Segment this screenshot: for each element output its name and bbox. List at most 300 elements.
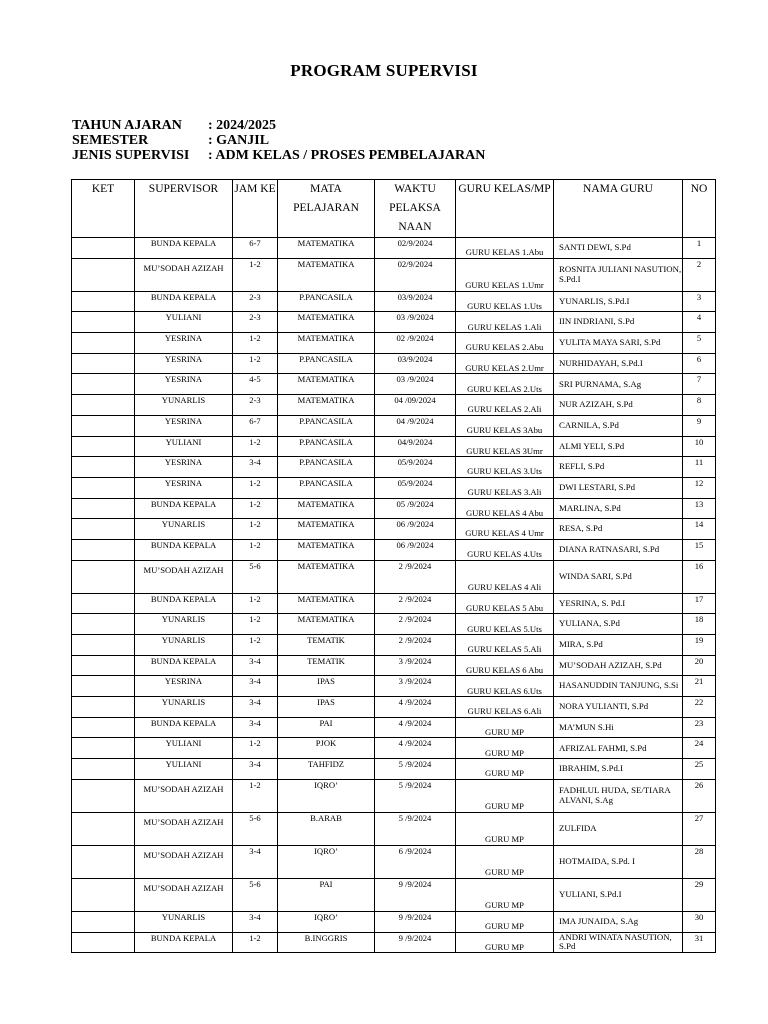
cell-guru-kelas: GURU KELAS 3.Uts — [456, 457, 554, 478]
table-row — [72, 353, 716, 374]
cell-supervisor: BUNDA KEPALA — [135, 498, 233, 519]
table-row — [72, 676, 716, 697]
cell-nama-guru: YESRINA, S. Pd.I — [554, 593, 683, 614]
table-row — [72, 779, 716, 812]
cell-ket — [72, 436, 135, 457]
table-row — [72, 812, 716, 845]
cell-supervisor: BUNDA KEPALA — [135, 593, 233, 614]
cell-guru-kelas: GURU KELAS 6.Uts — [456, 676, 554, 697]
cell-nama-guru: DIANA RATNASARI, S.Pd — [554, 539, 683, 560]
cell-no: 8 — [683, 395, 716, 416]
cell-jam-ke: 3-4 — [233, 911, 278, 932]
table-row — [72, 635, 716, 656]
cell-ket — [72, 539, 135, 560]
cell-guru-kelas: GURU KELAS 5.Uts — [456, 614, 554, 635]
supervision-table — [71, 179, 716, 953]
cell-jam-ke: 1-2 — [233, 539, 278, 560]
cell-mata-pelajaran: MATEMATIKA — [278, 395, 375, 416]
cell-mata-pelajaran: MATEMATIKA — [278, 593, 375, 614]
cell-nama-guru: MA’MUN S.Hi — [554, 717, 683, 738]
cell-ket — [72, 759, 135, 780]
cell-jam-ke: 2-3 — [233, 312, 278, 333]
cell-mata-pelajaran: MATEMATIKA — [278, 312, 375, 333]
cell-jam-ke: 1-2 — [233, 593, 278, 614]
cell-jam-ke: 1-2 — [233, 353, 278, 374]
table-header-row — [72, 180, 716, 238]
cell-no: 26 — [683, 779, 716, 812]
cell-waktu: 3 /9/2024 — [375, 676, 456, 697]
meta-row-jenis-supervisi — [72, 148, 485, 163]
table-row — [72, 312, 716, 333]
cell-mata-pelajaran: P.PANCASILA — [278, 436, 375, 457]
cell-ket — [72, 812, 135, 845]
cell-waktu: 04 /9/2024 — [375, 415, 456, 436]
cell-nama-guru: WINDA SARI, S.Pd — [554, 560, 683, 593]
cell-mata-pelajaran: IPAS — [278, 676, 375, 697]
cell-ket — [72, 415, 135, 436]
cell-mata-pelajaran: P.PANCASILA — [278, 353, 375, 374]
table-row — [72, 932, 716, 953]
cell-mata-pelajaran: MATEMATIKA — [278, 333, 375, 354]
cell-guru-kelas: GURU KELAS 2.Uts — [456, 374, 554, 395]
cell-nama-guru: YULITA MAYA SARI, S.Pd — [554, 333, 683, 354]
cell-waktu: 03/9/2024 — [375, 291, 456, 312]
table-row — [72, 738, 716, 759]
cell-ket — [72, 932, 135, 953]
cell-mata-pelajaran: IQRO’ — [278, 779, 375, 812]
cell-waktu: 9 /9/2024 — [375, 932, 456, 953]
cell-mata-pelajaran: MATEMATIKA — [278, 519, 375, 540]
cell-no: 29 — [683, 878, 716, 911]
cell-supervisor: YESRINA — [135, 374, 233, 395]
cell-ket — [72, 498, 135, 519]
cell-no: 22 — [683, 697, 716, 718]
cell-no: 27 — [683, 812, 716, 845]
cell-supervisor: YULIANI — [135, 759, 233, 780]
table-row — [72, 614, 716, 635]
table-row — [72, 593, 716, 614]
cell-waktu: 6 /9/2024 — [375, 845, 456, 878]
cell-nama-guru: SANTI DEWI, S.Pd — [554, 238, 683, 259]
cell-supervisor: YUNARLIS — [135, 911, 233, 932]
cell-guru-kelas: GURU KELAS 4 Ali — [456, 560, 554, 593]
cell-mata-pelajaran: MATEMATIKA — [278, 374, 375, 395]
cell-supervisor: YULIANI — [135, 312, 233, 333]
cell-no: 18 — [683, 614, 716, 635]
cell-waktu: 02/9/2024 — [375, 258, 456, 291]
cell-guru-kelas: GURU KELAS 2.Umr — [456, 353, 554, 374]
meta-label: TAHUN AJARAN — [72, 118, 182, 133]
cell-nama-guru: DWI LESTARI, S.Pd — [554, 477, 683, 498]
table-row — [72, 395, 716, 416]
cell-jam-ke: 1-2 — [233, 258, 278, 291]
cell-no: 5 — [683, 333, 716, 354]
cell-waktu: 3 /9/2024 — [375, 655, 456, 676]
cell-guru-kelas: GURU MP — [456, 845, 554, 878]
cell-nama-guru: ROSNITA JULIANI NASUTION, S.Pd.I — [554, 258, 683, 291]
cell-ket — [72, 655, 135, 676]
cell-supervisor: YESRINA — [135, 477, 233, 498]
cell-no: 2 — [683, 258, 716, 291]
cell-mata-pelajaran: P.PANCASILA — [278, 457, 375, 478]
table-row — [72, 519, 716, 540]
cell-no: 14 — [683, 519, 716, 540]
cell-jam-ke: 5-6 — [233, 560, 278, 593]
cell-no: 9 — [683, 415, 716, 436]
cell-supervisor: YESRINA — [135, 415, 233, 436]
cell-no: 1 — [683, 238, 716, 259]
header-guru-kelas-mp: GURU KELAS/MP — [456, 180, 554, 238]
cell-no: 23 — [683, 717, 716, 738]
cell-jam-ke: 5-6 — [233, 878, 278, 911]
table-row — [72, 560, 716, 593]
cell-guru-kelas: GURU KELAS 1.Abu — [456, 238, 554, 259]
cell-waktu: 5 /9/2024 — [375, 812, 456, 845]
cell-waktu: 02/9/2024 — [375, 238, 456, 259]
cell-supervisor: BUNDA KEPALA — [135, 539, 233, 560]
cell-waktu: 04/9/2024 — [375, 436, 456, 457]
meta-value: : 2024/2025 — [208, 118, 277, 133]
header-nama-guru: NAMA GURU — [554, 180, 683, 238]
table-row — [72, 374, 716, 395]
meta-value: : GANJIL — [208, 133, 270, 148]
meta-row-tahun-ajaran — [72, 118, 485, 133]
cell-ket — [72, 353, 135, 374]
cell-guru-kelas: GURU MP — [456, 738, 554, 759]
cell-ket — [72, 457, 135, 478]
cell-supervisor: MU’SODAH AZIZAH — [135, 812, 233, 845]
cell-nama-guru: HOTMAIDA, S.Pd. I — [554, 845, 683, 878]
table-row — [72, 717, 716, 738]
cell-supervisor: YUNARLIS — [135, 395, 233, 416]
cell-nama-guru: AFRIZAL FAHMI, S.Pd — [554, 738, 683, 759]
cell-nama-guru: NORA YULIANTI, S.Pd — [554, 697, 683, 718]
cell-supervisor: MU’SODAH AZIZAH — [135, 845, 233, 878]
cell-no: 3 — [683, 291, 716, 312]
cell-jam-ke: 5-6 — [233, 812, 278, 845]
cell-no: 13 — [683, 498, 716, 519]
cell-ket — [72, 333, 135, 354]
cell-nama-guru: YUNARLIS, S.Pd.I — [554, 291, 683, 312]
cell-ket — [72, 738, 135, 759]
cell-no: 31 — [683, 932, 716, 953]
table-row — [72, 415, 716, 436]
cell-mata-pelajaran: TEMATIK — [278, 655, 375, 676]
cell-no: 12 — [683, 477, 716, 498]
cell-guru-kelas: GURU KELAS 4.Uts — [456, 539, 554, 560]
cell-guru-kelas: GURU KELAS 5.Ali — [456, 635, 554, 656]
cell-mata-pelajaran: PAI — [278, 717, 375, 738]
cell-ket — [72, 258, 135, 291]
cell-jam-ke: 2-3 — [233, 395, 278, 416]
header-ket: KET — [72, 180, 135, 238]
cell-guru-kelas: GURU MP — [456, 911, 554, 932]
cell-mata-pelajaran: PJOK — [278, 738, 375, 759]
cell-guru-kelas: GURU KELAS 2.Abu — [456, 333, 554, 354]
cell-jam-ke: 1-2 — [233, 498, 278, 519]
table-row — [72, 436, 716, 457]
table-row — [72, 333, 716, 354]
cell-guru-kelas: GURU MP — [456, 932, 554, 953]
cell-no: 21 — [683, 676, 716, 697]
cell-ket — [72, 635, 135, 656]
cell-waktu: 2 /9/2024 — [375, 593, 456, 614]
cell-supervisor: YUNARLIS — [135, 519, 233, 540]
cell-ket — [72, 374, 135, 395]
meta-row-semester — [72, 133, 485, 148]
cell-ket — [72, 697, 135, 718]
cell-nama-guru: IIN INDRIANI, S.Pd — [554, 312, 683, 333]
cell-supervisor: YESRINA — [135, 676, 233, 697]
cell-supervisor: MU’SODAH AZIZAH — [135, 258, 233, 291]
cell-waktu: 05/9/2024 — [375, 477, 456, 498]
cell-waktu: 9 /9/2024 — [375, 878, 456, 911]
cell-guru-kelas: GURU KELAS 4 Abu — [456, 498, 554, 519]
meta-label: SEMESTER — [72, 133, 149, 148]
cell-guru-kelas: GURU MP — [456, 717, 554, 738]
meta-label: JENIS SUPERVISI — [72, 148, 190, 163]
cell-mata-pelajaran: P.PANCASILA — [278, 415, 375, 436]
cell-supervisor: BUNDA KEPALA — [135, 932, 233, 953]
cell-guru-kelas: GURU KELAS 5 Abu — [456, 593, 554, 614]
cell-guru-kelas: GURU KELAS 6 Abu — [456, 655, 554, 676]
table-row — [72, 291, 716, 312]
cell-ket — [72, 477, 135, 498]
cell-nama-guru: ALMI YELI, S.Pd — [554, 436, 683, 457]
cell-no: 16 — [683, 560, 716, 593]
cell-jam-ke: 1-2 — [233, 519, 278, 540]
cell-supervisor: MU’SODAH AZIZAH — [135, 878, 233, 911]
cell-ket — [72, 779, 135, 812]
table-row — [72, 238, 716, 259]
cell-waktu: 06 /9/2024 — [375, 539, 456, 560]
cell-ket — [72, 878, 135, 911]
cell-mata-pelajaran: P.PANCASILA — [278, 477, 375, 498]
cell-no: 28 — [683, 845, 716, 878]
cell-mata-pelajaran: MATEMATIKA — [278, 560, 375, 593]
cell-nama-guru: ANDRI WINATA NASUTION, S.Pd — [554, 932, 683, 953]
cell-waktu: 06 /9/2024 — [375, 519, 456, 540]
cell-nama-guru: MIRA, S.Pd — [554, 635, 683, 656]
cell-waktu: 2 /9/2024 — [375, 560, 456, 593]
cell-mata-pelajaran: TAHFIDZ — [278, 759, 375, 780]
cell-waktu: 2 /9/2024 — [375, 614, 456, 635]
cell-no: 11 — [683, 457, 716, 478]
cell-mata-pelajaran: MATEMATIKA — [278, 238, 375, 259]
cell-jam-ke: 6-7 — [233, 415, 278, 436]
cell-waktu: 4 /9/2024 — [375, 738, 456, 759]
cell-supervisor: BUNDA KEPALA — [135, 655, 233, 676]
table-row — [72, 759, 716, 780]
cell-nama-guru: FADHLUL HUDA, SE/TIARA ALVANI, S.Ag — [554, 779, 683, 812]
cell-ket — [72, 519, 135, 540]
header-no: NO — [683, 180, 716, 238]
cell-mata-pelajaran: B.INGGRIS — [278, 932, 375, 953]
cell-guru-kelas: GURU KELAS 3.Ali — [456, 477, 554, 498]
cell-guru-kelas: GURU KELAS 1.Ali — [456, 312, 554, 333]
cell-waktu: 9 /9/2024 — [375, 911, 456, 932]
cell-no: 25 — [683, 759, 716, 780]
cell-mata-pelajaran: MATEMATIKA — [278, 614, 375, 635]
cell-nama-guru: IMA JUNAIDA, S.Ag — [554, 911, 683, 932]
cell-waktu: 02 /9/2024 — [375, 333, 456, 354]
cell-mata-pelajaran: IPAS — [278, 697, 375, 718]
table-row — [72, 477, 716, 498]
cell-nama-guru: REFLI, S.Pd — [554, 457, 683, 478]
cell-guru-kelas: GURU KELAS 1.Umr — [456, 258, 554, 291]
cell-jam-ke: 2-3 — [233, 291, 278, 312]
cell-waktu: 03 /9/2024 — [375, 312, 456, 333]
table-row — [72, 539, 716, 560]
cell-ket — [72, 676, 135, 697]
cell-guru-kelas: GURU KELAS 3Umr — [456, 436, 554, 457]
cell-ket — [72, 717, 135, 738]
cell-no: 19 — [683, 635, 716, 656]
cell-jam-ke: 1-2 — [233, 779, 278, 812]
header-jam-ke: JAM KE — [233, 180, 278, 238]
cell-nama-guru: YULIANI, S.Pd.I — [554, 878, 683, 911]
cell-supervisor: YESRINA — [135, 333, 233, 354]
cell-supervisor: BUNDA KEPALA — [135, 291, 233, 312]
cell-jam-ke: 1-2 — [233, 932, 278, 953]
cell-supervisor: YULIANI — [135, 436, 233, 457]
cell-no: 30 — [683, 911, 716, 932]
cell-no: 7 — [683, 374, 716, 395]
cell-supervisor: YESRINA — [135, 457, 233, 478]
cell-no: 4 — [683, 312, 716, 333]
cell-guru-kelas: GURU MP — [456, 759, 554, 780]
cell-nama-guru: ZULFIDA — [554, 812, 683, 845]
cell-jam-ke: 1-2 — [233, 635, 278, 656]
page-title: PROGRAM SUPERVISI — [290, 61, 478, 80]
table-row — [72, 457, 716, 478]
header-supervisor: SUPERVISOR — [135, 180, 233, 238]
cell-supervisor: BUNDA KEPALA — [135, 238, 233, 259]
header-waktu-pelaksanaan: WAKTU PELAKSA NAAN — [375, 180, 456, 238]
cell-jam-ke: 3-4 — [233, 759, 278, 780]
cell-jam-ke: 3-4 — [233, 457, 278, 478]
cell-supervisor: MU’SODAH AZIZAH — [135, 779, 233, 812]
cell-jam-ke: 1-2 — [233, 333, 278, 354]
cell-ket — [72, 291, 135, 312]
cell-guru-kelas: GURU KELAS 3Abu — [456, 415, 554, 436]
cell-no: 15 — [683, 539, 716, 560]
cell-ket — [72, 911, 135, 932]
cell-mata-pelajaran: MATEMATIKA — [278, 539, 375, 560]
cell-ket — [72, 395, 135, 416]
cell-nama-guru: SRI PURNAMA, S.Ag — [554, 374, 683, 395]
cell-ket — [72, 312, 135, 333]
cell-jam-ke: 3-4 — [233, 655, 278, 676]
table-row — [72, 845, 716, 878]
table-row — [72, 878, 716, 911]
cell-ket — [72, 560, 135, 593]
document-meta — [72, 118, 485, 163]
cell-jam-ke: 1-2 — [233, 738, 278, 759]
cell-no: 17 — [683, 593, 716, 614]
cell-jam-ke: 4-5 — [233, 374, 278, 395]
cell-waktu: 05 /9/2024 — [375, 498, 456, 519]
cell-guru-kelas: GURU KELAS 6.Ali — [456, 697, 554, 718]
cell-guru-kelas: GURU MP — [456, 812, 554, 845]
cell-guru-kelas: GURU MP — [456, 779, 554, 812]
cell-jam-ke: 1-2 — [233, 436, 278, 457]
cell-nama-guru: RESA, S.Pd — [554, 519, 683, 540]
table-row — [72, 498, 716, 519]
cell-waktu: 4 /9/2024 — [375, 717, 456, 738]
cell-jam-ke: 3-4 — [233, 697, 278, 718]
cell-supervisor: YESRINA — [135, 353, 233, 374]
cell-supervisor: YUNARLIS — [135, 635, 233, 656]
cell-guru-kelas: GURU KELAS 4 Umr — [456, 519, 554, 540]
cell-ket — [72, 593, 135, 614]
cell-waktu: 05/9/2024 — [375, 457, 456, 478]
cell-jam-ke: 3-4 — [233, 676, 278, 697]
cell-jam-ke: 1-2 — [233, 614, 278, 635]
cell-nama-guru: NURHIDAYAH, S.Pd.I — [554, 353, 683, 374]
cell-waktu: 04 /09/2024 — [375, 395, 456, 416]
cell-nama-guru: MU’SODAH AZIZAH, S.Pd — [554, 655, 683, 676]
cell-no: 20 — [683, 655, 716, 676]
cell-supervisor: MU’SODAH AZIZAH — [135, 560, 233, 593]
cell-nama-guru: HASANUDDIN TANJUNG, S.Si — [554, 676, 683, 697]
cell-mata-pelajaran: IQRO’ — [278, 845, 375, 878]
cell-supervisor: BUNDA KEPALA — [135, 717, 233, 738]
cell-waktu: 03/9/2024 — [375, 353, 456, 374]
cell-ket — [72, 845, 135, 878]
table-row — [72, 697, 716, 718]
cell-mata-pelajaran: IQRO’ — [278, 911, 375, 932]
cell-guru-kelas: GURU MP — [456, 878, 554, 911]
cell-waktu: 2 /9/2024 — [375, 635, 456, 656]
cell-no: 6 — [683, 353, 716, 374]
table-row — [72, 911, 716, 932]
table-body — [72, 238, 716, 953]
cell-nama-guru: MARLINA, S.Pd — [554, 498, 683, 519]
cell-waktu: 5 /9/2024 — [375, 779, 456, 812]
cell-waktu: 4 /9/2024 — [375, 697, 456, 718]
cell-ket — [72, 238, 135, 259]
cell-jam-ke: 3-4 — [233, 845, 278, 878]
cell-mata-pelajaran: B.ARAB — [278, 812, 375, 845]
cell-mata-pelajaran: MATEMATIKA — [278, 498, 375, 519]
header-mata-pelajaran: MATA PELAJARAN — [278, 180, 375, 238]
cell-nama-guru: IBRAHIM, S.Pd.I — [554, 759, 683, 780]
cell-guru-kelas: GURU KELAS 2.Ali — [456, 395, 554, 416]
cell-no: 24 — [683, 738, 716, 759]
cell-supervisor: YUNARLIS — [135, 697, 233, 718]
cell-waktu: 03 /9/2024 — [375, 374, 456, 395]
cell-nama-guru: YULIANA, S.Pd — [554, 614, 683, 635]
cell-mata-pelajaran: PAI — [278, 878, 375, 911]
cell-jam-ke: 3-4 — [233, 717, 278, 738]
cell-guru-kelas: GURU KELAS 1.Uts — [456, 291, 554, 312]
cell-mata-pelajaran: P.PANCASILA — [278, 291, 375, 312]
cell-jam-ke: 1-2 — [233, 477, 278, 498]
cell-jam-ke: 6-7 — [233, 238, 278, 259]
cell-mata-pelajaran: TEMATIK — [278, 635, 375, 656]
cell-mata-pelajaran: MATEMATIKA — [278, 258, 375, 291]
table-row — [72, 655, 716, 676]
cell-supervisor: YULIANI — [135, 738, 233, 759]
table-row — [72, 258, 716, 291]
cell-nama-guru: CARNILA, S.Pd — [554, 415, 683, 436]
cell-ket — [72, 614, 135, 635]
cell-nama-guru: NUR AZIZAH, S.Pd — [554, 395, 683, 416]
cell-waktu: 5 /9/2024 — [375, 759, 456, 780]
cell-no: 10 — [683, 436, 716, 457]
meta-value: : ADM KELAS / PROSES PEMBELAJARAN — [208, 148, 486, 163]
